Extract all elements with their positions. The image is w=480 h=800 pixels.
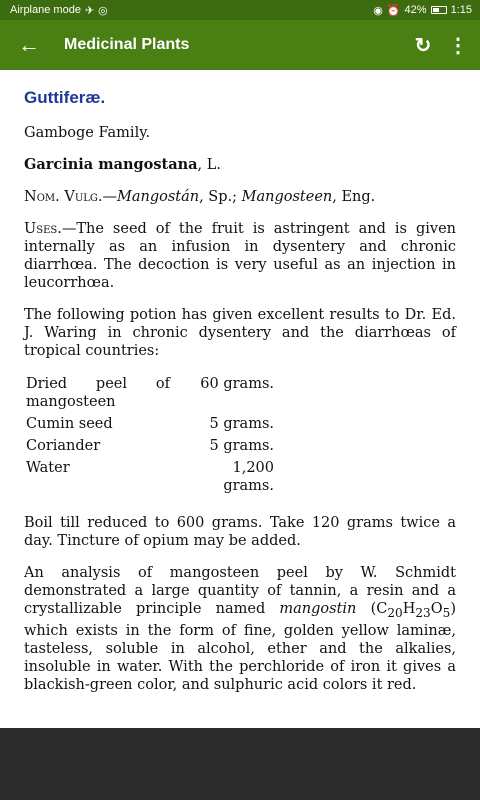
family-name: Gamboge Family. [24,125,151,141]
recipe-quantity: 60 grams. [200,376,274,392]
ingredient-word: of [155,376,170,392]
recipe-ingredient: Coriander [26,438,101,454]
family-heading: Guttiferæ. [24,88,106,107]
analysis-paragraph [24,564,456,694]
bottom-area [0,728,480,800]
nom-dash: — [102,189,117,205]
recipe-quantity: 5 grams. [209,438,274,454]
recipe-quantity: 5 grams. [209,416,274,432]
nom-mid: , Sp.; [199,189,242,205]
whatsapp-icon: ◎ [98,4,108,17]
dried-peel-line [26,375,170,393]
recipe-ingredient [24,374,172,414]
recipe-ingredient: Water [26,460,70,476]
nom-label: Nom. Vulg. [24,189,103,205]
mangostin-term: mangostin [279,601,357,617]
ingredient-word: Dried [26,376,68,392]
status-right [373,4,472,17]
airplane-icon: ✈ [84,4,95,17]
more-options-icon[interactable]: ⋮ [448,34,468,57]
app-bar [0,20,480,70]
species-name: Garcinia mangostana [24,156,198,173]
alarm-icon: ⏰ [386,4,401,17]
app-title: Medicinal Plants [64,36,190,53]
table-row [24,436,276,458]
battery-percent: 42% [404,4,427,16]
airplane-mode-label: Airplane mode [10,4,81,16]
species-line [24,156,456,174]
analysis-text: which exists in the form of fine, golden yellow laminæ, tasteless, soluble in alcohol, ether and the alkalies, insoluble in water. With the perchloride of iron it gives a blackish-green color, and sulphuric acid colors it red. [24,622,456,693]
ingredient-word: mangosteen [26,394,116,410]
uses-label: Uses. [24,221,62,237]
formula-sub: 23 [415,605,431,620]
status-left [10,4,108,17]
eye-icon: ◉ [373,4,383,17]
recipe-table [24,374,276,498]
back-arrow-icon[interactable]: ← [18,32,40,57]
formula-part: O [430,601,443,617]
table-row [24,458,276,498]
ingredient-word: peel [95,376,128,392]
battery-icon [431,6,447,14]
formula-sub: 20 [387,605,403,620]
table-row [24,414,276,436]
status-bar [0,0,480,20]
formula-part: ) [450,601,456,617]
species-author: , L. [197,157,222,173]
refresh-icon[interactable]: ↻ [414,34,432,57]
common-names [24,188,456,206]
nom-english: Mangosteen [241,189,333,205]
recipe-ingredient: Cumin seed [26,416,113,432]
formula-part: (C [370,601,388,617]
clock: 1:15 [450,4,472,16]
potion-intro: The following potion has given excellent results to Dr. Ed. J. Waring in chronic dysentery and the diarrhœas of tropical countries: [24,307,456,359]
uses-paragraph [24,220,456,292]
chemical-formula [370,601,456,620]
recipe-quantity: 1,200 grams. [223,460,274,494]
formula-sub: 5 [442,605,451,620]
formula-part: H [402,601,416,617]
analysis-text: An analysis of mangosteen peel by W. Schmidt demonstrated a large quantity of tannin, a resin and a crystallizable principle named [24,565,456,617]
nom-spanish: Mangostán [116,189,200,205]
article-content[interactable] [0,70,480,728]
table-row [24,374,276,414]
uses-text: —The seed of the fruit is astringent and is given internally as an infusion in dysentery and chronic diarrhœa. The decoction is very useful as an injection in leucorrhœa. [24,221,456,291]
boil-instructions: Boil till reduced to 600 grams. Take 120 grams twice a day. Tincture of opium may be added. [24,515,456,549]
nom-end: , Eng. [332,189,376,205]
